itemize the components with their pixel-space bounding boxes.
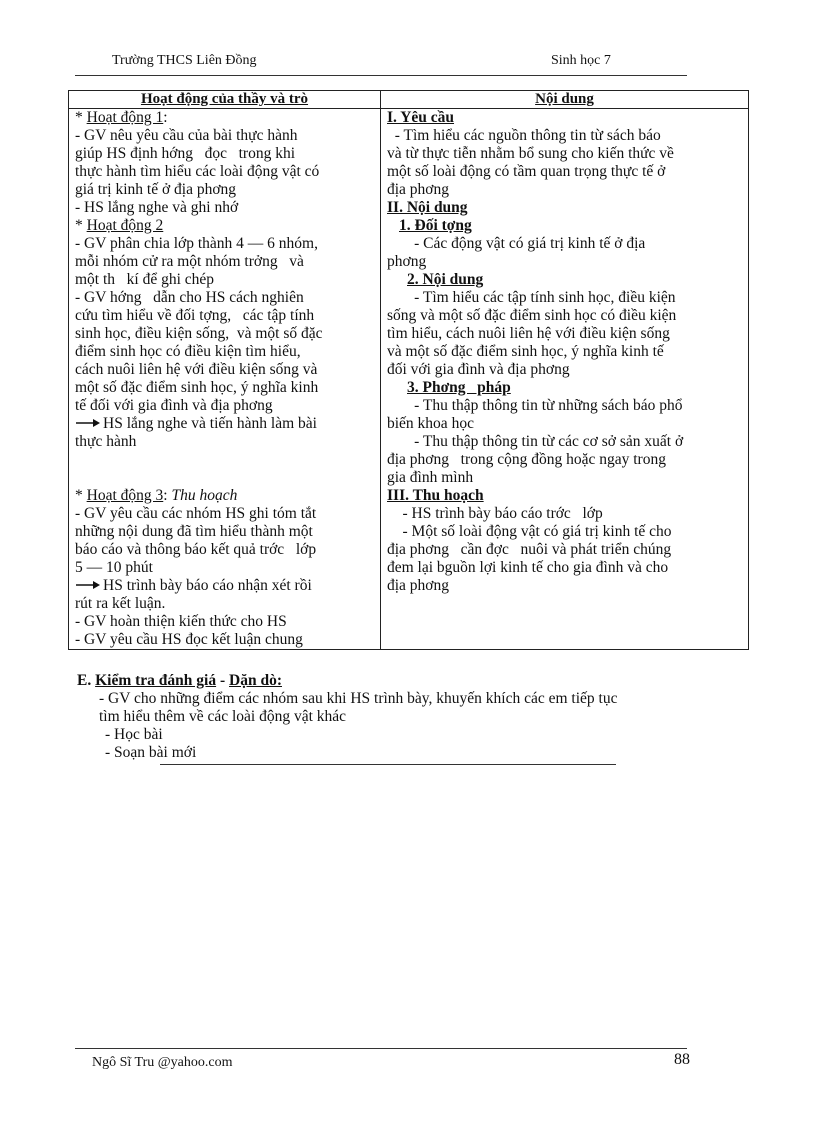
s4-body xyxy=(387,505,748,595)
lesson-table xyxy=(68,90,749,650)
s1-heading xyxy=(387,109,748,127)
s4-heading xyxy=(387,487,748,505)
text-line-content: và từ thực tiễn nhằm bổ sung cho kiến thức về xyxy=(387,145,674,162)
text-line-content: - Một số loài động vật có giá trị kinh tế cho xyxy=(387,523,672,540)
text-line-content: phơng xyxy=(387,253,427,270)
text-line-content: địa phơng xyxy=(387,577,450,594)
hd3-tail xyxy=(75,613,380,649)
text-line-content: báo cáo và thông báo kết quả trớc lớp xyxy=(75,541,317,558)
text-line xyxy=(75,343,380,361)
text-line xyxy=(387,145,748,163)
text-line-content: sinh học, điều kiện sống, và một số đặc xyxy=(75,325,323,342)
text-line xyxy=(387,181,748,199)
text-line xyxy=(75,559,380,577)
eval-item-1: - Học bài xyxy=(105,726,163,743)
text-line xyxy=(75,361,380,379)
text-line-content: - HS trình bày báo cáo trớc lớp xyxy=(387,505,603,522)
s2-1-heading xyxy=(387,217,748,235)
text-line xyxy=(387,289,748,307)
text-line-content: địa phơng cần đợc nuôi và phát triển chúng xyxy=(387,541,672,558)
s3-title: 3. Phơng pháp xyxy=(407,379,511,396)
text-line-content: những nội dung đã tìm hiểu thành một xyxy=(75,523,313,540)
arrow-right-icon xyxy=(75,415,103,433)
text-line xyxy=(75,577,380,595)
hd3-title: Hoạt động 3 xyxy=(86,487,164,504)
text-line-content: - GV yêu cầu HS đọc kết luận chung xyxy=(75,631,303,648)
text-line-content: và một số đặc điểm sinh học, ý nghĩa kinh tế xyxy=(387,343,664,360)
text-line xyxy=(75,235,380,253)
text-line xyxy=(387,163,748,181)
text-line xyxy=(387,253,748,271)
text-line xyxy=(387,505,748,523)
text-line xyxy=(75,415,380,433)
text-line xyxy=(75,613,380,631)
eval-title-2: Dặn dò: xyxy=(229,672,282,689)
text-line xyxy=(75,181,380,199)
header-divider xyxy=(75,75,687,76)
text-line-content: - GV phân chia lớp thành 4 — 6 nhóm, xyxy=(75,235,318,252)
text-line-content: điểm sinh học có điều kiện tìm hiểu, xyxy=(75,343,301,360)
text-line-content: một số đặc điểm sinh học, ý nghĩa kinh xyxy=(75,379,319,396)
s2-heading xyxy=(387,199,748,217)
text-line-content: giá trị kinh tế ở địa phơng xyxy=(75,181,237,198)
page-number: 88 xyxy=(674,1051,690,1068)
text-line xyxy=(387,235,748,253)
col-left-title: Hoạt động của thầy và trò xyxy=(69,91,381,109)
text-line-content: rút ra kết luận. xyxy=(75,595,166,612)
text-line xyxy=(387,433,748,451)
text-line xyxy=(387,397,748,415)
eval-prefix: E. xyxy=(77,672,92,689)
text-line xyxy=(75,199,380,217)
s4-title: III. Thu hoạch xyxy=(387,487,484,504)
hd3-heading: * Hoạt động 3: Thu hoạch xyxy=(75,487,238,504)
text-line-content: mỗi nhóm cử ra một nhóm trởng và xyxy=(75,253,304,270)
text-line-content: địa phơng xyxy=(387,181,450,198)
text-line-content: biến khoa học xyxy=(387,415,474,432)
text-line xyxy=(75,325,380,343)
s2-title: II. Nội dung xyxy=(387,199,468,216)
s3-body xyxy=(387,397,748,487)
text-line xyxy=(387,361,748,379)
text-line-content: sống và một số đặc điểm sinh học có điều kiện xyxy=(387,307,677,324)
text-line-content: một th kí để ghi chép xyxy=(75,271,215,288)
text-line-content: 5 — 10 phút xyxy=(75,559,153,576)
text-line-content: - Thu thập thông tin từ những sách báo phổ xyxy=(387,397,683,414)
text-line-content: đối với gia đình và địa phơng xyxy=(387,361,570,378)
text-line xyxy=(75,631,380,649)
text-line-content: - GV hớng dẫn cho HS cách nghiên xyxy=(75,289,304,306)
text-line xyxy=(75,523,380,541)
hd2-body xyxy=(75,235,380,415)
text-line-content: thực hành tìm hiểu các loài động vật có xyxy=(75,163,320,180)
hd1-heading: * Hoạt động 1: xyxy=(75,109,168,126)
hd3-body xyxy=(75,505,380,577)
eval-line-cont: tìm hiểu thêm về các loài động vật khác xyxy=(99,708,347,725)
activities-cell xyxy=(69,109,381,650)
text-line xyxy=(387,307,748,325)
footer-author: Ngô Sĩ Tru @yahoo.com xyxy=(92,1055,233,1070)
evaluation-heading xyxy=(77,672,737,690)
eval-line-1: - GV cho những điểm các nhóm sau khi HS trình bày, khuyến khích các em tiếp tục xyxy=(99,690,618,707)
text-line xyxy=(75,397,380,415)
text-line-content: - HS lắng nghe và ghi nhớ xyxy=(75,199,239,216)
text-line xyxy=(387,523,748,541)
text-line-content: địa phơng trong cộng đồng hoặc ngay trong xyxy=(387,451,666,468)
text-line-content: HS lắng nghe và tiến hành làm bài xyxy=(103,415,317,432)
text-line xyxy=(387,325,748,343)
text-line xyxy=(75,163,380,181)
s1-body xyxy=(387,127,748,199)
text-line xyxy=(75,271,380,289)
col-right-title: Nội dung xyxy=(381,91,749,109)
eval-sep: - xyxy=(216,672,230,689)
text-line-content: - GV yêu cầu các nhóm HS ghi tóm tắt xyxy=(75,505,317,522)
text-line xyxy=(75,541,380,559)
header-school: Trường THCS Liên Đồng xyxy=(112,53,257,68)
text-line xyxy=(387,415,748,433)
header-subject: Sinh học 7 xyxy=(551,53,611,68)
hd1-body xyxy=(75,127,380,217)
text-line xyxy=(75,505,380,523)
text-line xyxy=(387,343,748,361)
eval-item-2: - Soạn bài mới xyxy=(105,744,197,761)
s2-2-title: 2. Nội dung xyxy=(407,271,484,288)
text-line-content: tìm hiểu, cách nuôi liên hệ với điều kiện sống xyxy=(387,325,670,342)
hd3-arrow-body xyxy=(75,577,380,613)
text-line xyxy=(75,127,380,145)
s2-2-body xyxy=(387,289,748,379)
text-line xyxy=(387,541,748,559)
s1-title: I. Yêu cầu xyxy=(387,109,455,126)
hd2-arrow-body xyxy=(75,415,380,451)
footer-divider xyxy=(75,1048,687,1049)
text-line xyxy=(75,289,380,307)
text-line-content: - GV hoàn thiện kiến thức cho HS xyxy=(75,613,287,630)
text-line-content: - Tìm hiểu các tập tính sinh học, điều kiện xyxy=(387,289,676,306)
text-line-content: cách nuôi liên hệ với điều kiện sống và xyxy=(75,361,318,378)
hd2-heading: * Hoạt động 2 xyxy=(75,217,164,234)
text-line-content: đem lại bguồn lợi kinh tế cho gia đình và cho xyxy=(387,559,669,576)
text-line xyxy=(75,145,380,163)
text-line-content: - Thu thập thông tin từ các cơ sở sản xuất ở xyxy=(387,433,684,450)
hd1-title: Hoạt động 1 xyxy=(86,109,164,126)
text-line-content: giúp HS định hớng đọc trong khi xyxy=(75,145,296,162)
text-line-content: gia đình mình xyxy=(387,469,474,486)
text-line-content: - Các động vật có giá trị kinh tế ở địa xyxy=(387,235,646,252)
text-line xyxy=(75,433,380,451)
text-line xyxy=(75,307,380,325)
text-line-content: - GV nêu yêu cầu của bài thực hành xyxy=(75,127,298,144)
end-divider xyxy=(160,764,616,765)
text-line xyxy=(387,451,748,469)
hd3-subtitle: Thu hoạch xyxy=(171,487,238,504)
text-line xyxy=(387,559,748,577)
text-line xyxy=(75,595,380,613)
text-line xyxy=(75,379,380,397)
eval-title-1: Kiểm tra đánh giá xyxy=(95,672,217,689)
s2-1-body xyxy=(387,235,748,271)
arrow-right-icon xyxy=(75,577,103,595)
hd2-title: Hoạt động 2 xyxy=(86,217,164,234)
text-line xyxy=(75,253,380,271)
s3-heading xyxy=(387,379,748,397)
text-line xyxy=(387,577,748,595)
text-line-content: cứu tìm hiểu về đối tợng, các tập tính xyxy=(75,307,315,324)
content-cell xyxy=(381,109,749,650)
text-line-content: một số loài động có tầm quan trọng thực tế ở xyxy=(387,163,666,180)
text-line-content: - Tìm hiểu các nguồn thông tin từ sách báo xyxy=(387,127,661,144)
text-line-content: HS trình bày báo cáo nhận xét rồi xyxy=(103,577,312,594)
s2-1-title: 1. Đối tợng xyxy=(399,217,472,234)
evaluation-section xyxy=(77,672,737,762)
s2-2-heading xyxy=(387,271,748,289)
text-line-content: thực hành xyxy=(75,433,137,450)
text-line xyxy=(387,469,748,487)
text-line-content: tế đối với gia đình và địa phơng xyxy=(75,397,273,414)
text-line xyxy=(387,127,748,145)
